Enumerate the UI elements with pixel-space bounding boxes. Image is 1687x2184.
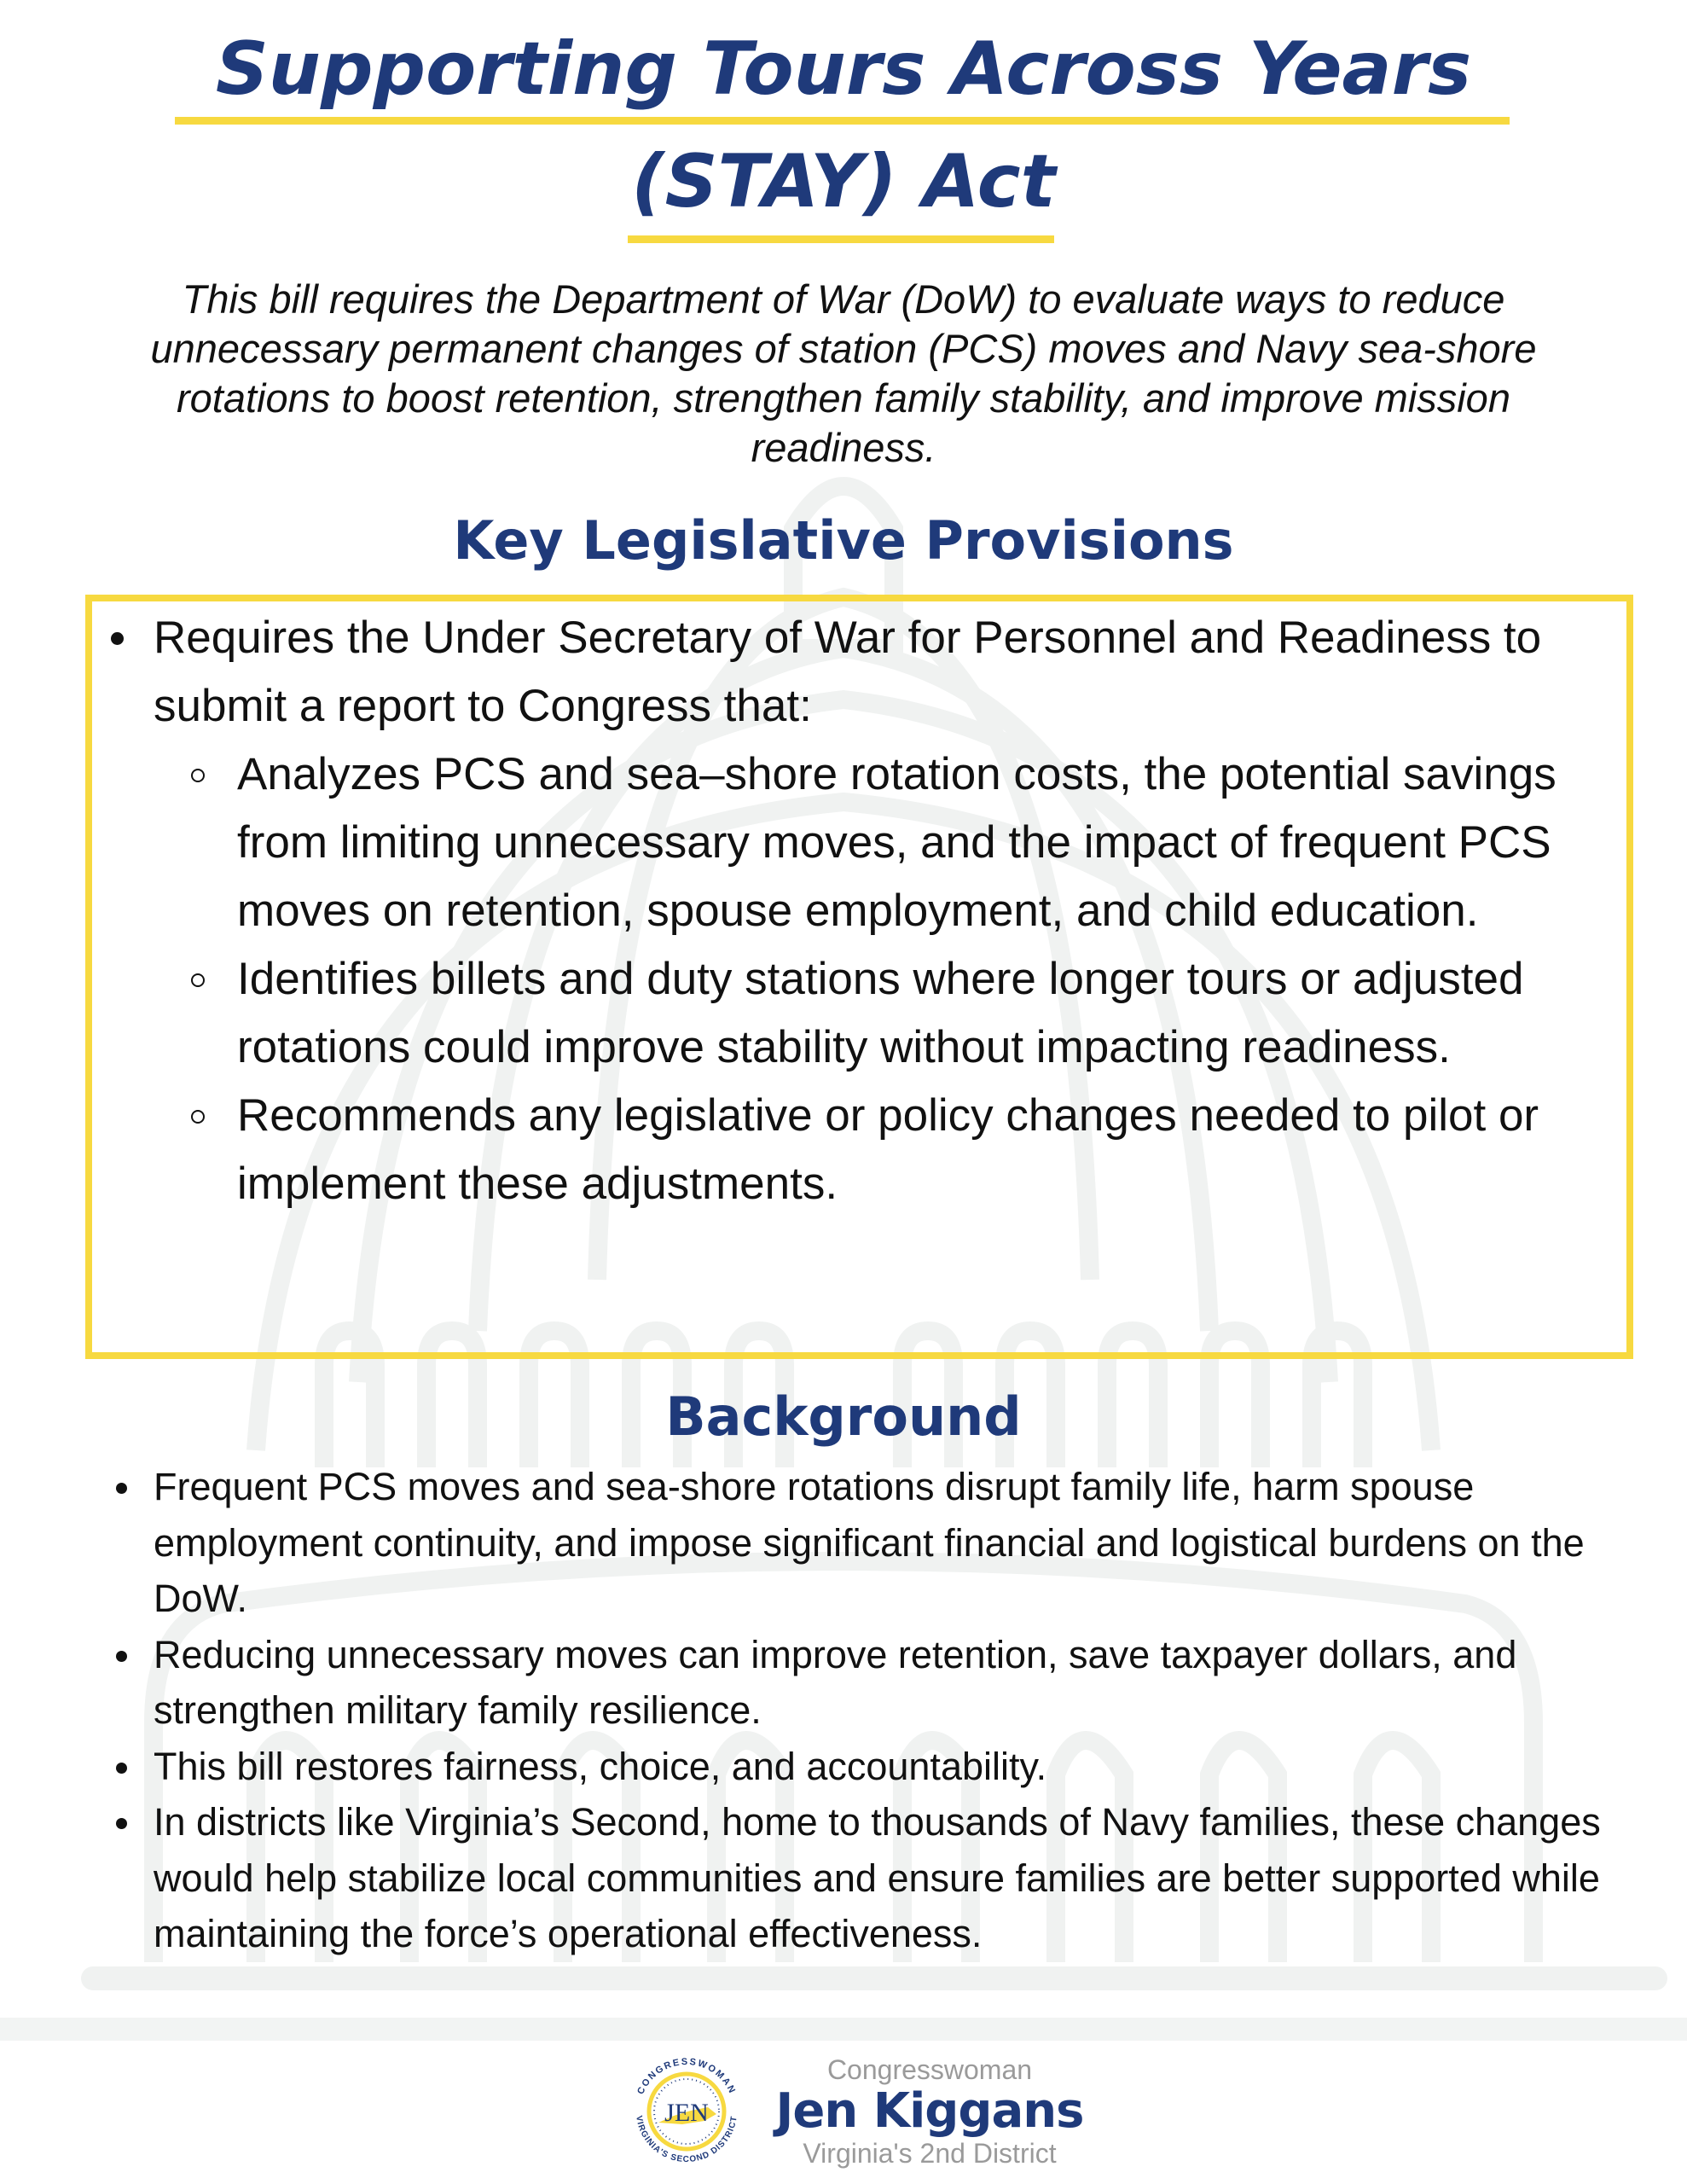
bullet-dot-icon	[116, 1651, 127, 1662]
page-title-line-2: (STAY) Act	[631, 139, 1056, 224]
background-list	[104, 1459, 1631, 1962]
background-heading: Background	[665, 1385, 1022, 1448]
footer-district: Virginia's 2nd District	[803, 2138, 1057, 2169]
footer-title: Congresswoman	[826, 2054, 1033, 2085]
bullet-dot-icon	[116, 1483, 127, 1494]
background-item	[104, 1459, 1631, 1627]
svg-text:JEN: JEN	[664, 2099, 709, 2127]
provision-subitem	[104, 1082, 1631, 1218]
svg-text:VIRGINIA'S SECOND DISTRICT: VIRGINIA'S SECOND DISTRICT	[634, 2115, 739, 2164]
title-underline-1	[175, 117, 1510, 125]
background-item-text: Reducing unnecessary moves can improve retention, save taxpayer dollars, and strengthen military family resilience.	[154, 1632, 1517, 1732]
background-item	[104, 1739, 1631, 1795]
bullet-dot-icon	[116, 1818, 127, 1829]
background-item-text: Frequent PCS moves and sea-shore rotations disrupt family life, harm spouse employment continuity, and impose significant financial and logistical burdens on the DoW.	[154, 1465, 1585, 1620]
bullet-dot-icon	[116, 1763, 127, 1774]
provision-subitem	[104, 741, 1631, 945]
page-title-line-1: Supporting Tours Across Years	[215, 26, 1472, 112]
provision-item	[104, 604, 1631, 1218]
provision-subitem	[104, 945, 1631, 1082]
background-item	[104, 1794, 1631, 1962]
provisions-heading: Key Legislative Provisions	[453, 509, 1234, 572]
footer-name: Jen Kiggans	[775, 2083, 1084, 2139]
title-underline-2	[628, 235, 1054, 243]
bullet-circle-icon	[191, 973, 205, 987]
footer-divider-band	[0, 2018, 1687, 2041]
provisions-list	[104, 604, 1631, 1218]
background-item-text: This bill restores fairness, choice, and accountability.	[154, 1744, 1047, 1788]
background-item-text: In districts like Virginia’s Second, home to thousands of Navy families, these changes would help stabilize local communities and ensure families are better supported while maintaining the force’s operational effectiveness.	[154, 1800, 1601, 1955]
provision-text: Requires the Under Secretary of War for Personnel and Readiness to submit a report to Congress that:	[154, 613, 1542, 731]
provision-sublist	[154, 741, 1631, 1218]
congresswoman-seal-icon	[623, 2048, 751, 2175]
provision-subitem-text: Identifies billets and duty stations where longer tours or adjusted rotations could improve stability without impacting readiness.	[237, 954, 1524, 1072]
bill-summary: This bill requires the Department of War (DoW) to evaluate ways to reduce unnecessary permanent changes of station (PCS) moves and Navy sea-shore rotations to boost retention, strengthen family stability, and improve mission readiness.	[150, 276, 1537, 470]
bullet-circle-icon	[191, 769, 205, 782]
bullet-circle-icon	[191, 1110, 205, 1124]
footer-signature	[751, 2054, 1109, 2169]
provision-subitem-text: Recommends any legislative or policy changes needed to pilot or implement these adjustments.	[237, 1090, 1539, 1209]
svg-text:CONGRESSWOMAN: CONGRESSWOMAN	[635, 2056, 738, 2096]
provision-subitem-text: Analyzes PCS and sea–shore rotation costs, the potential savings from limiting unnecessary moves, and the impact of frequent PCS moves on retention, spouse employment, and child education.	[237, 749, 1557, 936]
background-item	[104, 1627, 1631, 1739]
bullet-dot-icon	[111, 632, 124, 645]
